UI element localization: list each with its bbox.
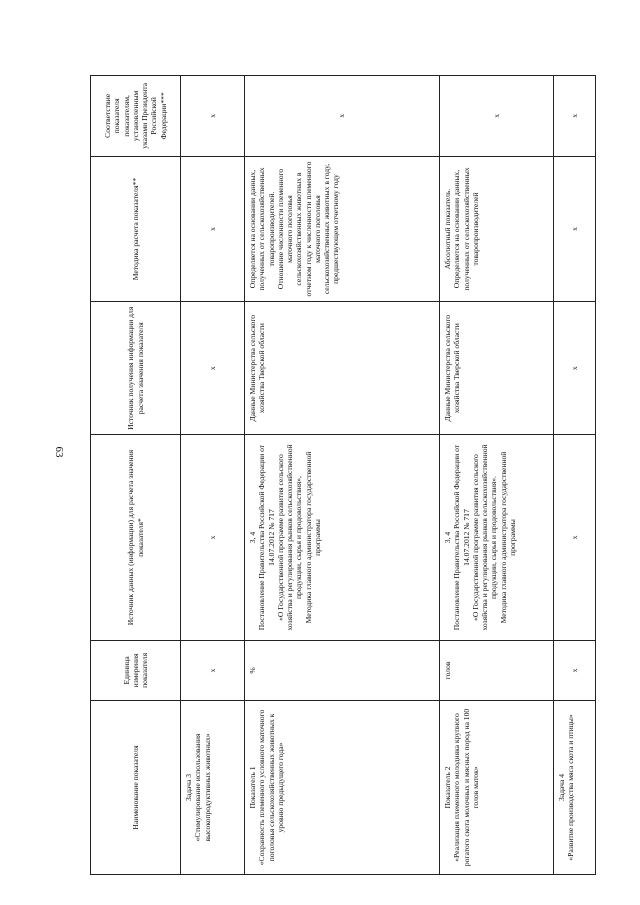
cell-method [554,156,596,302]
cell-method [181,156,245,302]
table-row [181,76,245,875]
cell-compliance: x [181,76,245,157]
cell-text: Данные Министерства сельского хозяйства Тверской области [248,314,267,422]
table-header-row [91,76,181,875]
cell-acquisition [181,302,245,435]
cell-acquisition [245,302,440,435]
cell-unit: % [245,640,440,700]
cell-compliance: x [245,76,440,157]
cell-source [554,435,596,641]
cell-compliance: x [440,76,554,157]
cell-text: Задача 3 [184,773,193,801]
cell-text: x [569,535,579,540]
rotated-page [90,75,595,875]
cell-text: Отношение численности племенного маточного поголовья сельскохозяйственных животных в отчетном году к численности племенного маточного поголовья сельскохозяйственных животных в году, предшествующем отчетному году [275,161,341,297]
cell-text: Определяется на основании данных, полученных от сельскохозяйственных товаропроизводителей [452,167,480,291]
cell-text: Задача 4 [557,773,566,801]
cell-text: Методика главного администратора государственной программы [303,451,322,624]
header-method: Методика расчета показателя** [91,156,181,302]
header-name: Наименование показателя [91,700,181,874]
header-compliance: Соответствие показателя показателям, установленным указами Президента Российской Федерации*** [91,76,181,157]
cell-text: Абсолютный показатель. [443,188,452,270]
cell-source [440,435,554,641]
cell-text: «Реализация племенного молодняка крупного рогатого скота молочных и мясных пород на 100 голов маток» [452,708,480,867]
cell-text: x [569,366,579,371]
indicators-table [90,75,596,875]
cell-text: x [207,227,217,231]
cell-text: x [207,535,217,540]
cell-acquisition [440,302,554,435]
cell-method [245,156,440,302]
cell-text: Методика главного администратора государственной программы [498,451,517,624]
table-row [554,76,596,875]
cell-method [440,156,554,302]
cell-text: 3, 4 [248,531,257,544]
cell-text: Постановление Правительства Российской Федерации от 14.07.2012 № 717 [452,444,471,631]
cell-text: Показатель 2 [443,766,452,809]
cell-name [440,700,554,874]
cell-text: Показатель 1 [248,766,257,809]
cell-text: «Развитие производства мяса скота и птицы» [566,714,576,861]
cell-text: «О Государственной программе развития сельского хозяйства и регулирования рынков сельскохозяйственной продукции, сырья и продовольствия». [470,444,499,631]
cell-text: «Сохранность племенного условного маточного поголовья сельскохозяйственных животных к уровню предыдущего года» [257,709,285,866]
cell-unit: x [181,640,245,700]
cell-source [181,435,245,641]
cell-text: Данные Министерства сельского хозяйства Тверской области [443,314,462,422]
table-row [245,76,440,875]
cell-text: Определяется на основании данных, полученных от сельскохозяйственных товаропроизводителей. [248,167,276,291]
cell-text: Постановление Правительства Российской Федерации от 14.07.2012 № 717 [257,444,276,631]
cell-source [245,435,440,641]
cell-unit: x [554,640,596,700]
cell-name [181,700,245,874]
header-unit: Единица измерения показателя [91,640,181,700]
cell-unit: голов [440,640,554,700]
cell-compliance: x [554,76,596,157]
cell-text: «Стимулирование использования высокопродуктивных животных» [193,733,212,842]
cell-name [245,700,440,874]
header-source: Источник данных (информации) для расчета значения показателя* [91,435,181,641]
table-row [440,76,554,875]
cell-text: x [569,227,579,231]
cell-acquisition [554,302,596,435]
header-acquisition: Источник получения информации для расчета значения показателя [91,302,181,435]
cell-text: «О Государственной программе развития сельского хозяйства и регулирования рынков сельскохозяйственной продукции, сырья и продовольствия», [275,444,304,631]
cell-name [554,700,596,874]
cell-text: x [207,366,217,371]
cell-text: 3, 4 [443,531,452,544]
page-number: 63 [53,446,65,458]
